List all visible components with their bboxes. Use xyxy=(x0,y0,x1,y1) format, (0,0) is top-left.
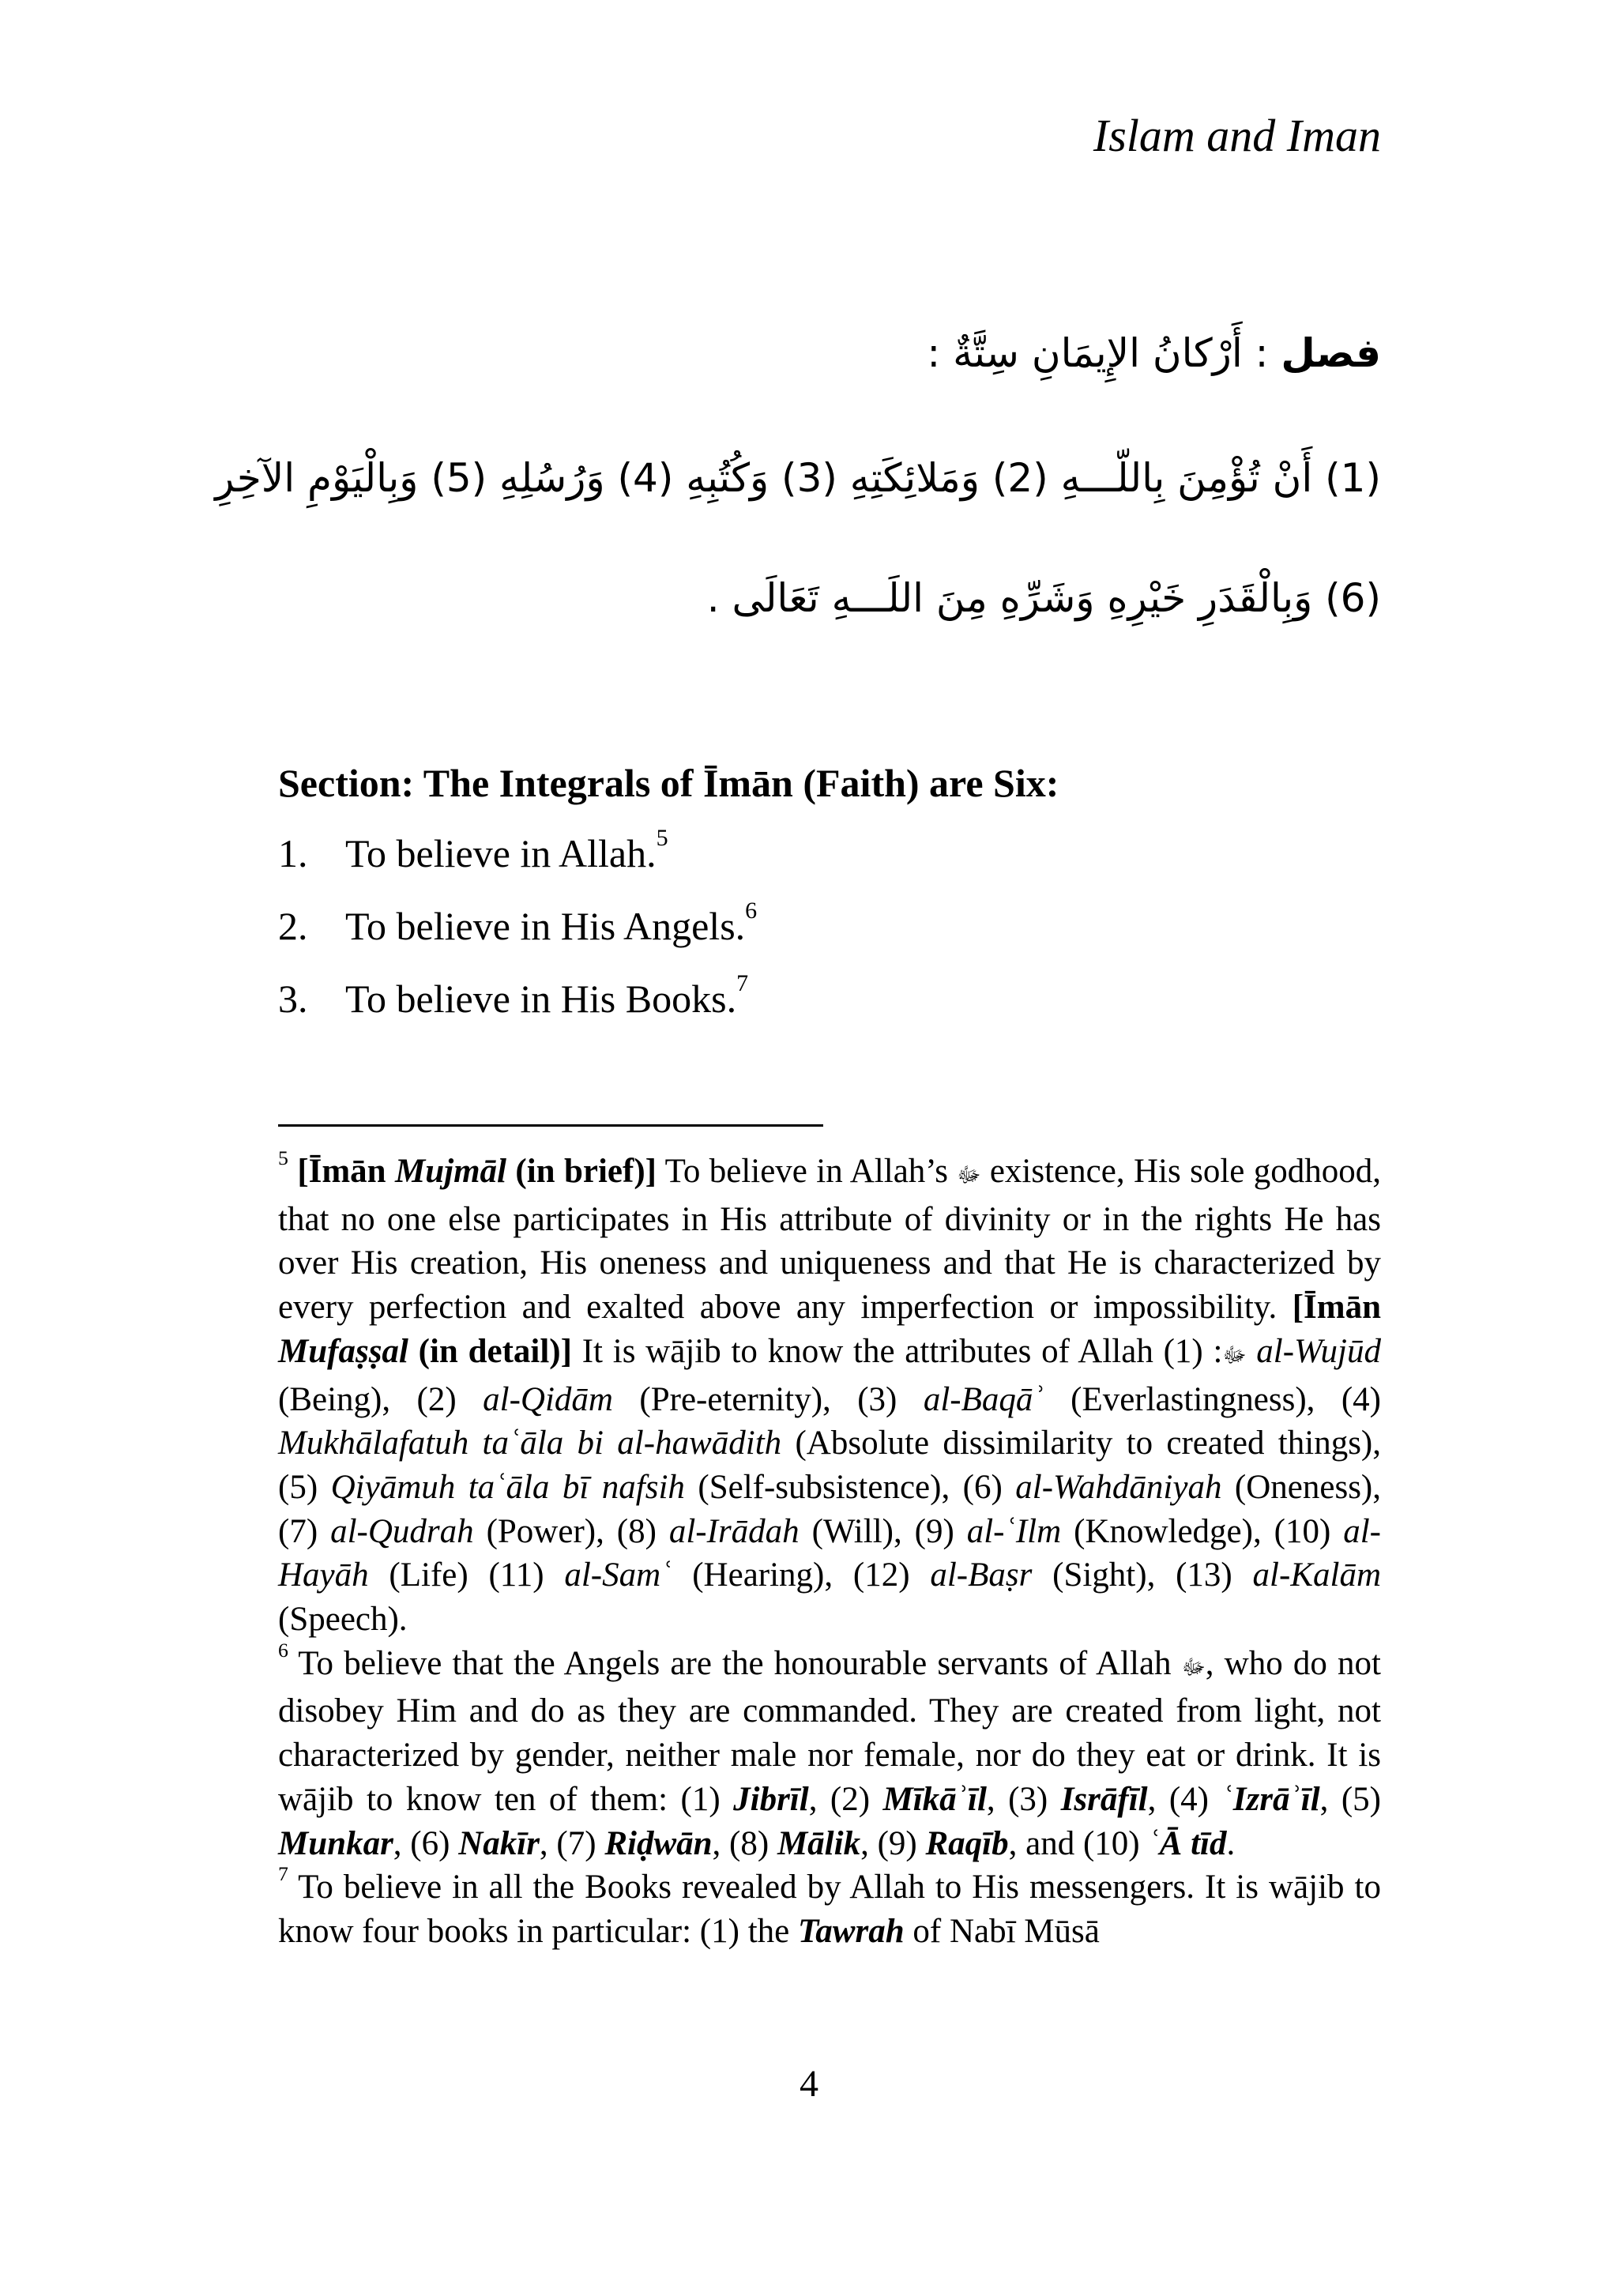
footnote-ref-7[interactable]: 7 xyxy=(736,970,749,996)
list-item-number: 2. xyxy=(278,904,308,948)
footnote-number: 5 xyxy=(278,1146,288,1170)
footnote-number: 6 xyxy=(278,1638,288,1662)
footnotes xyxy=(278,1146,1381,1954)
list-item-text xyxy=(345,970,749,1048)
arabic-line-1: (1) أَنْ تُؤْمِنَ بِاللّـــهِ (2) وَمَلائِكَتِهِ (3) وَكُتُبِهِ (4) وَرُسُلِهِ (5) وَبِالْيَوْمِ الآخِرِ xyxy=(215,455,1381,501)
footnote-7: $^7$ To believe in all the Books revealed by Allah to His messengers. It is wājib to know four books in particular: (1) the Tawrah of Nabī Mūsā xyxy=(278,1862,1381,1950)
fn5-label-detail: [Īmān Mufaṣṣal (in detail)] xyxy=(278,1289,1381,1370)
arabic-heading-text: : أَرْكانُ الإِيمَانِ سِتَّةٌ : xyxy=(927,330,1269,376)
list-item-number: 1. xyxy=(278,831,308,875)
footnote-5: $^5$ [Īmān Mujmāl (in brief)] To believe in Allah’s ﷻ existence, His sole godhood, that no one else participates in His attribute of divinity or in the rights He has over His creation, His oneness and uniqueness and that He is characterized by every perfection and exalted above any imperfection or impossibility. [Īmān Mufaṣṣal (in detail)] It is wājib to know the attributes of Allah ﷻ: (1) al-Wujūd (Being), (2) al-Qidām (Pre-eternity), (3) al-Baqāʾ (Everlastingness), (4) Mukhālafatuh taʿāla bi al-hawādith (Absolute dissimilarity to created things), (5) Qiyāmuh taʿāla bī nafsih (Self-subsistence), (6) al-Wahdāniyah (Oneness), (7) al-Qudrah (Power), (8) al-Irādah (Will), (9) al-ʿIlm (Knowledge), (10) al-Hayāh (Life) (11) al-Samʿ (Hearing), (12) al-Baṣr (Sight), (13) al-Kalām (Speech). xyxy=(278,1146,1381,1639)
arabic-heading-label: فصل xyxy=(1281,330,1381,376)
list-item xyxy=(278,898,758,975)
fn5-label-brief: [Īmān Mujmāl (in brief)] xyxy=(297,1153,657,1190)
page-number: 4 xyxy=(800,2063,818,2105)
running-header: Islam and Iman xyxy=(1093,110,1381,161)
integrals-list xyxy=(278,825,758,1048)
list-item-text xyxy=(345,825,668,902)
list-item xyxy=(278,970,757,1048)
footnote-ref-6[interactable]: 6 xyxy=(745,898,758,924)
list-item-label: To believe in His Books. xyxy=(345,977,737,1021)
allah-honorific-glyph: ﷻ xyxy=(1181,1654,1206,1680)
arabic-section-heading xyxy=(278,330,1381,376)
allah-honorific-glyph: ﷻ xyxy=(1222,1342,1247,1368)
footnote-separator xyxy=(278,1124,823,1127)
section-heading: Section: The Integrals of Īmān (Faith) are Six: xyxy=(278,761,1059,805)
footnote-number: 7 xyxy=(278,1862,288,1886)
list-item-label: To believe in Allah. xyxy=(345,831,657,875)
arabic-line-2: (6) وَبِالْقَدَرِ خَيْرِهِ وَشَرِّهِ مِنَ اللَـــهِ تَعَالَى . xyxy=(706,575,1381,621)
allah-honorific-glyph: ﷻ xyxy=(957,1163,981,1188)
footnote-6: $^6$ To believe that the Angels are the honourable servants of Allah ﷻ, who do not disobey Him and do as they are commanded. They are created from light, not characterized by gender, neither male nor female, nor do they eat or drink. It is wājib to know ten of them: (1) Jibrīl, (2) Mīkāʾīl, (3) Isrāfīl, (4) ʿIzrāʾīl, (5) Munkar, (6) Nakīr, (7) Riḍwān, (8) Mālik, (9) Raqīb, and (10) ʿĀ tīd. xyxy=(278,1638,1381,1862)
list-item-text xyxy=(345,898,758,975)
footnote-ref-5[interactable]: 5 xyxy=(656,825,668,851)
list-item xyxy=(278,825,757,902)
list-item-label: To believe in His Angels. xyxy=(345,904,746,948)
list-item-number: 3. xyxy=(278,977,308,1021)
